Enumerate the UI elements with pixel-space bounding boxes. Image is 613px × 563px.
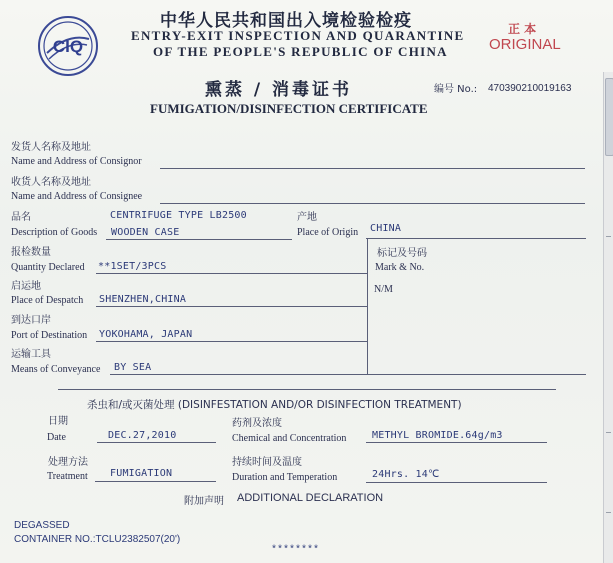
origin-line (366, 238, 586, 239)
treatment-top-rule (58, 389, 556, 390)
goods-label-en: Description of Goods (11, 227, 98, 238)
despatch-value: SHENZHEN,CHINA (99, 294, 187, 305)
date-value: DEC.27,2010 (108, 430, 177, 441)
consignee-label-en: Name and Address of Consignee (11, 191, 143, 202)
scrollbar-thumb[interactable] (605, 78, 613, 156)
goods-label-cn: 品名 (11, 212, 31, 223)
marks-value: N/M (374, 284, 393, 295)
chemical-label-en: Chemical and Concentration (232, 433, 347, 444)
scrollbar-tick (606, 236, 611, 237)
marks-label-cn: 标记及号码 (377, 248, 427, 259)
duration-label-en: Duration and Temperation (232, 472, 338, 483)
certificate-number-label: 编号 No.: (434, 84, 478, 95)
marks-box-left (367, 239, 368, 374)
treatment-method-value: FUMIGATION (110, 468, 173, 479)
header-title-cn: 中华人民共和国出入境检验检疫 (160, 11, 412, 31)
treatment-method-label-cn: 处理方法 (48, 457, 88, 468)
scrollbar-tick (606, 512, 611, 513)
origin-label-cn: 产地 (297, 212, 317, 223)
date-label-cn: 日期 (48, 416, 68, 427)
destination-label-cn: 到达口岸 (11, 315, 51, 326)
goods-value-1: CENTRIFUGE TYPE LB2500 (110, 210, 247, 221)
duration-value: 24Hrs. 14℃ (372, 469, 440, 480)
certificate-title-cn: 熏蒸 / 消毒证书 (205, 80, 353, 100)
certificate-number: 470390210019163 (488, 83, 572, 94)
date-line (97, 442, 216, 443)
consignor-label-en: Name and Address of Consignor (11, 156, 142, 167)
additional-line-2: CONTAINER NO.:TCLU2382507(20') (14, 534, 181, 545)
additional-heading-cn: 附加声明 (184, 496, 224, 507)
original-stamp-cn: 正 本 (508, 22, 537, 36)
certificate-title-en: FUMIGATION/DISINFECTION CERTIFICATE (150, 101, 428, 116)
destination-value: YOKOHAMA, JAPAN (99, 329, 193, 340)
header-title-en-1: ENTRY-EXIT INSPECTION AND QUARANTINE (131, 28, 465, 43)
date-label-en: Date (47, 432, 66, 443)
duration-label-cn: 持续时间及温度 (232, 457, 302, 468)
marks-label-en: Mark & No. (375, 262, 425, 273)
quantity-label-en: Quantity Declared (11, 262, 85, 273)
consignee-label-cn: 收货人名称及地址 (11, 177, 91, 188)
despatch-line (96, 306, 367, 307)
origin-value: CHINA (370, 223, 402, 234)
destination-label-en: Port of Destination (11, 330, 88, 341)
despatch-label-cn: 启运地 (11, 281, 41, 292)
consignor-label-cn: 发货人名称及地址 (11, 142, 91, 153)
treatment-heading: 杀虫和/或灭菌处理 (DISINFESTATION AND/OR DISINFECTION TREATMENT) (87, 399, 462, 411)
original-stamp-en: ORIGINAL (489, 36, 561, 53)
origin-label-en: Place of Origin (297, 227, 359, 238)
despatch-label-en: Place of Despatch (11, 295, 84, 306)
consignee-line (160, 203, 585, 204)
additional-heading-en: ADDITIONAL DECLARATION (237, 492, 384, 504)
additional-stars: ******** (271, 545, 320, 556)
conveyance-value: BY SEA (114, 362, 152, 373)
chemical-value: METHYL BROMIDE.64g/m3 (372, 430, 503, 441)
treatment-method-line (95, 481, 216, 482)
scrollbar-tick (606, 432, 611, 433)
quantity-label-cn: 报检数量 (11, 247, 51, 258)
treatment-method-label-en: Treatment (47, 471, 88, 482)
chemical-label-cn: 药剂及浓度 (232, 418, 282, 429)
conveyance-label-cn: 运输工具 (11, 349, 51, 360)
conveyance-label-en: Means of Conveyance (11, 364, 101, 375)
conveyance-line (110, 374, 586, 375)
chemical-line (366, 442, 547, 443)
consignor-line (160, 168, 585, 169)
quantity-value: **1SET/3PCS (98, 261, 167, 272)
goods-line (106, 239, 292, 240)
destination-line (96, 341, 367, 342)
additional-line-1: DEGASSED (14, 520, 70, 531)
goods-value-2: WOODEN CASE (111, 227, 180, 238)
header-title-en-2: OF THE PEOPLE'S REPUBLIC OF CHINA (153, 44, 448, 59)
duration-line (366, 482, 547, 483)
ciq-logo-icon (37, 15, 99, 77)
svg-text:CIQ: CIQ (52, 37, 84, 56)
quantity-line (96, 273, 367, 274)
